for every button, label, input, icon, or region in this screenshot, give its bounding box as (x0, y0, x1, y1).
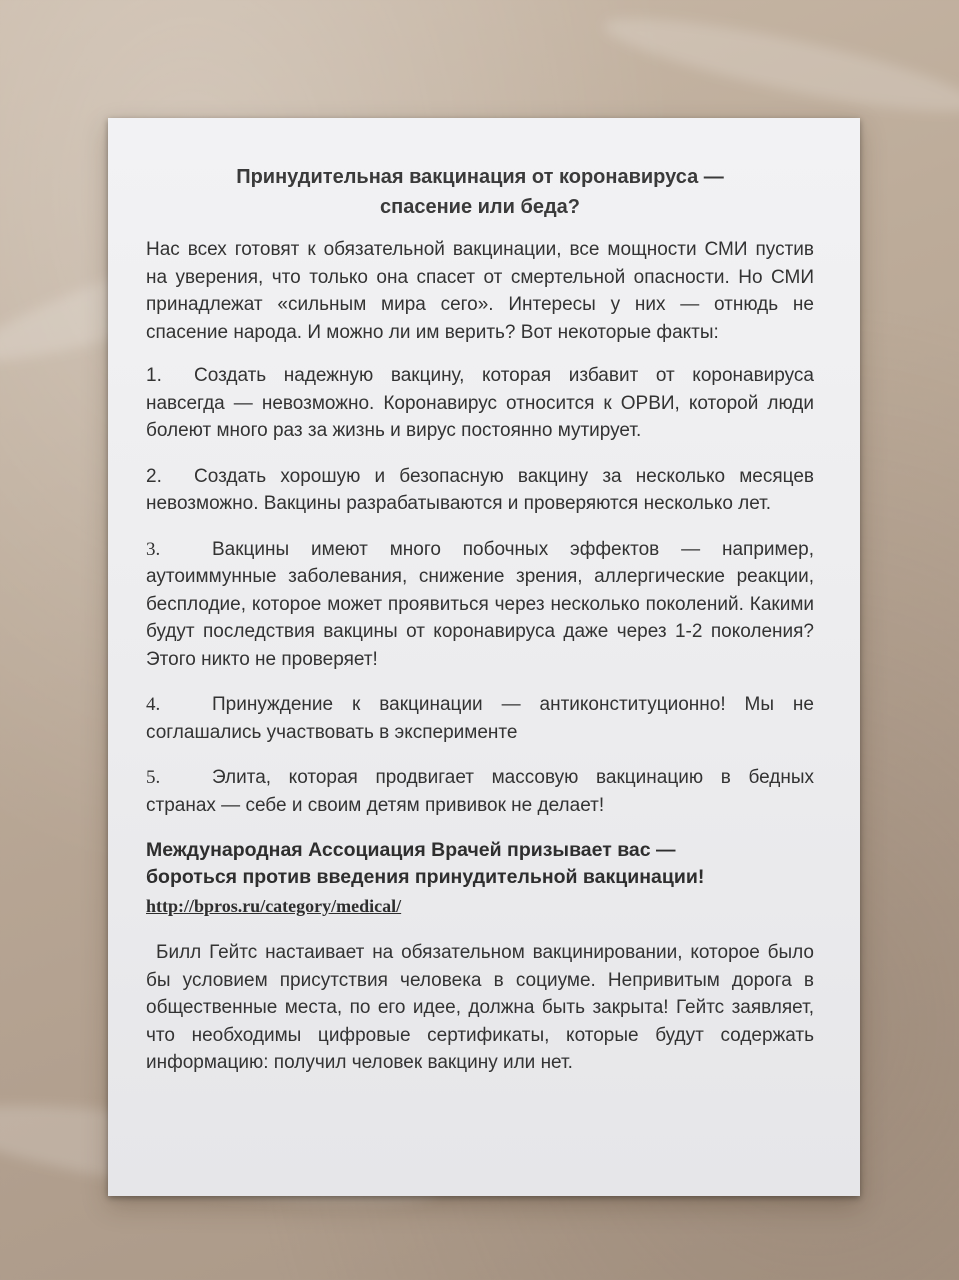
fact-number: 4. (146, 694, 161, 715)
closing-paragraph: Билл Гейтс настаивает на обязательном вакцинировании, которое было бы условием присутствия человека в социуме. Непривитым дорога в общественные места, по его идее, должна быть закрыта! Гейтс заявляет, что необходимы цифровые сертификаты, которые будут содержать информацию: получил человек вакцину или нет. (146, 942, 814, 1073)
fact-item (146, 536, 814, 674)
fact-item (146, 463, 814, 518)
appeal-line-1: Международная Ассоциация Врачей призывает вас — (146, 839, 676, 861)
fact-text: Создать хорошую и безопасную вакцину за несколько месяцев невозможно. Вакцины разрабатываются и проверяются несколько лет. (146, 465, 814, 514)
fact-text: Принуждение к вакцинации — антиконституционно! Мы не соглашались участвовать в эксперименте (146, 694, 814, 743)
marble-vein (599, 1, 959, 129)
appeal-heading (146, 837, 814, 891)
title-line-1: Принудительная вакцинация от коронавируса — (236, 166, 724, 188)
title-line-2: спасение или беда? (380, 196, 580, 218)
fact-item (146, 691, 814, 746)
fact-text: Создать надежную вакцину, которая избавит от коронавируса навсегда — невозможно. Коронавирус относится к ОРВИ, которой люди болеют много раз за жизнь и вирус постоянно мутирует. (146, 365, 814, 441)
fact-item (146, 362, 814, 445)
fact-item (146, 764, 814, 819)
appeal-line-2: бороться против введения принудительной вакцинации! (146, 866, 705, 888)
source-link[interactable]: http://bpros.ru/category/medical/ (146, 896, 402, 916)
fact-number: 5. (146, 767, 161, 788)
intro-paragraph: Нас всех готовят к обязательной вакцинации, все мощности СМИ пустив на уверения, что только она спасет от смертельной опасности. Но СМИ принадлежат «сильным мира сего». Интересы у них — отнюдь не спасение народа. И можно ли им верить? Вот некоторые факты: (146, 239, 814, 343)
leaflet-title (146, 162, 814, 222)
fact-number: 3. (146, 538, 161, 560)
leaflet-paper (108, 118, 860, 1196)
fact-text: Вакцины имеют много побочных эффектов — например, аутоиммунные заболевания, снижение зрения, аллергические реакции, бесплодие, которое может проявиться через несколько поколений. Какими будут последствия вакцины от коронавируса даже через 1-2 поколения? Этого никто не проверяет! (146, 538, 814, 670)
fact-text: Элита, которая продвигает массовую вакцинацию в бедных странах — себе и своим детям прививок не делает! (146, 767, 814, 816)
fact-number: 2. (146, 465, 162, 487)
fact-number: 1. (146, 365, 162, 386)
